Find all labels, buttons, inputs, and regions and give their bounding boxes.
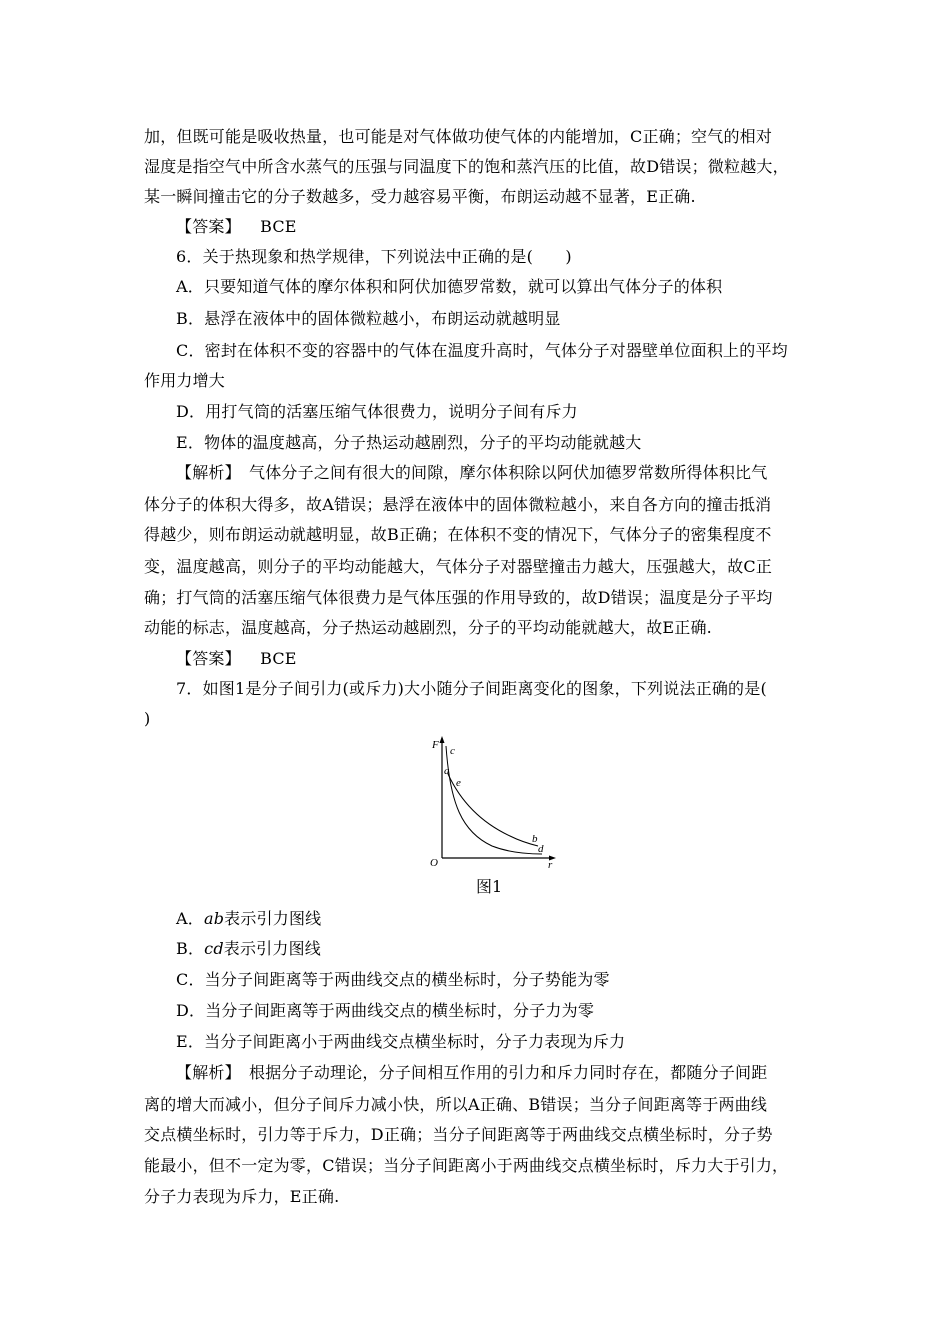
q6-analysis-line: 确；打气筒的活塞压缩气体很费力是气体压强的作用导致的，故D错误；温度是分子平均 bbox=[144, 588, 773, 607]
q7-analysis-line: 分子力表现为斥力，E正确. bbox=[144, 1187, 340, 1206]
label-a: a bbox=[444, 765, 450, 777]
intro-line-2: 湿度是指空气中所含水蒸气的压强与同温度下的饱和蒸汽压的比值，故D错误；微粒越大， bbox=[144, 157, 789, 176]
q7-stem: 7．如图1是分子间引力(或斥力)大小随分子间距离变化的图象，下列说法正确的是( bbox=[176, 679, 767, 698]
label-O: O bbox=[430, 857, 438, 869]
analysis-label: 【解析】 bbox=[176, 463, 233, 482]
q6-option-b: B．悬浮在液体中的固体微粒越小，布朗运动就越明显 bbox=[176, 309, 561, 328]
answer-value: BCE bbox=[260, 649, 297, 668]
q7-option-c: C．当分子间距离等于两曲线交点的横坐标时，分子势能为零 bbox=[176, 970, 610, 989]
q7-stem-end: ) bbox=[144, 709, 151, 728]
answer-label: 【答案】 bbox=[176, 217, 241, 236]
q7-option-e: E．当分子间距离小于两曲线交点横坐标时，分子力表现为斥力 bbox=[176, 1032, 626, 1051]
label-d: d bbox=[538, 843, 544, 855]
force-distance-figure bbox=[420, 734, 560, 870]
label-c: c bbox=[450, 745, 455, 757]
option-text: 表示引力图线 bbox=[223, 939, 321, 958]
answer-label: 【答案】 bbox=[176, 649, 241, 668]
q7-analysis-line: 交点横坐标时，引力等于斥力，D正确；当分子间距离等于两曲线交点横坐标时，分子势 bbox=[144, 1125, 773, 1144]
q6-option-c-cont: 作用力增大 bbox=[144, 371, 226, 390]
q7-option-b bbox=[176, 938, 846, 960]
analysis-text: 根据分子动理论，分子间相互作用的引力和斥力同时存在，都随分子间距 bbox=[232, 1063, 768, 1082]
q6-option-c: C．密封在体积不变的容器中的气体在温度升高时，气体分子对器壁单位面积上的平均 bbox=[176, 341, 788, 360]
label-F: F bbox=[432, 739, 439, 751]
q7-analysis-line: 能最小，但不一定为零，C错误；当分子间距离小于两曲线交点横坐标时，斥力大于引力， bbox=[144, 1156, 789, 1175]
option-italic: ab bbox=[203, 909, 225, 928]
q6-analysis-line: 动能的标志，温度越高，分子热运动越剧烈，分子的平均动能就越大，故E正确. bbox=[144, 618, 712, 637]
q6-analysis-line: 得越少，则布朗运动就越明显，故B正确；在体积不变的情况下，气体分子的密集程度不 bbox=[144, 525, 772, 544]
answer-5 bbox=[176, 216, 846, 238]
figure-caption: 图1 bbox=[476, 877, 503, 896]
q7-option-a bbox=[176, 908, 846, 930]
label-r: r bbox=[548, 859, 553, 870]
intro-line-1: 加，但既可能是吸收热量，也可能是对气体做功使气体的内能增加，C正确；空气的相对 bbox=[144, 127, 773, 146]
analysis-text: 气体分子之间有很大的间隙，摩尔体积除以阿伏加德罗常数所得体积比气 bbox=[232, 463, 768, 482]
q6-option-d: D．用打气筒的活塞压缩气体很费力，说明分子间有斥力 bbox=[176, 402, 578, 421]
label-e: e bbox=[456, 777, 461, 789]
q6-analysis-line: 体分子的体积大得多，故A错误；悬浮在液体中的固体微粒越小，来自各方向的撞击抵消 bbox=[144, 495, 772, 514]
analysis-label: 【解析】 bbox=[176, 1063, 233, 1082]
q6-option-e: E．物体的温度越高，分子热运动越剧烈，分子的平均动能就越大 bbox=[176, 433, 642, 452]
answer-value: BCE bbox=[260, 217, 297, 236]
option-text: 表示引力图线 bbox=[224, 909, 322, 928]
q7-analysis-first bbox=[176, 1062, 846, 1084]
y-axis-arrow bbox=[440, 736, 445, 743]
q7-option-d: D．当分子间距离等于两曲线交点的横坐标时，分子力为零 bbox=[176, 1001, 595, 1020]
q6-analysis-line: 变，温度越高，则分子的平均动能越大，气体分子对器壁撞击力越大，压强越大，故C正 bbox=[144, 557, 773, 576]
option-prefix: B． bbox=[176, 939, 205, 958]
label-b: b bbox=[532, 833, 538, 845]
option-prefix: A． bbox=[176, 909, 204, 928]
option-italic: cd bbox=[204, 939, 224, 958]
q6-stem: 6．关于热现象和热学规律，下列说法中正确的是( ) bbox=[176, 247, 572, 266]
q6-analysis-first bbox=[176, 462, 846, 484]
intro-line-3: 某一瞬间撞击它的分子数越多，受力越容易平衡，布朗运动越不显著，E正确. bbox=[144, 187, 696, 206]
q6-option-a: A．只要知道气体的摩尔体积和阿伏加德罗常数，就可以算出气体分子的体积 bbox=[176, 277, 723, 296]
curve-ab bbox=[448, 774, 538, 846]
answer-6 bbox=[176, 648, 846, 670]
q7-analysis-line: 离的增大而减小，但分子间斥力减小快，所以A正确、B错误；当分子间距离等于两曲线 bbox=[144, 1095, 768, 1114]
curve-cd bbox=[446, 746, 542, 854]
